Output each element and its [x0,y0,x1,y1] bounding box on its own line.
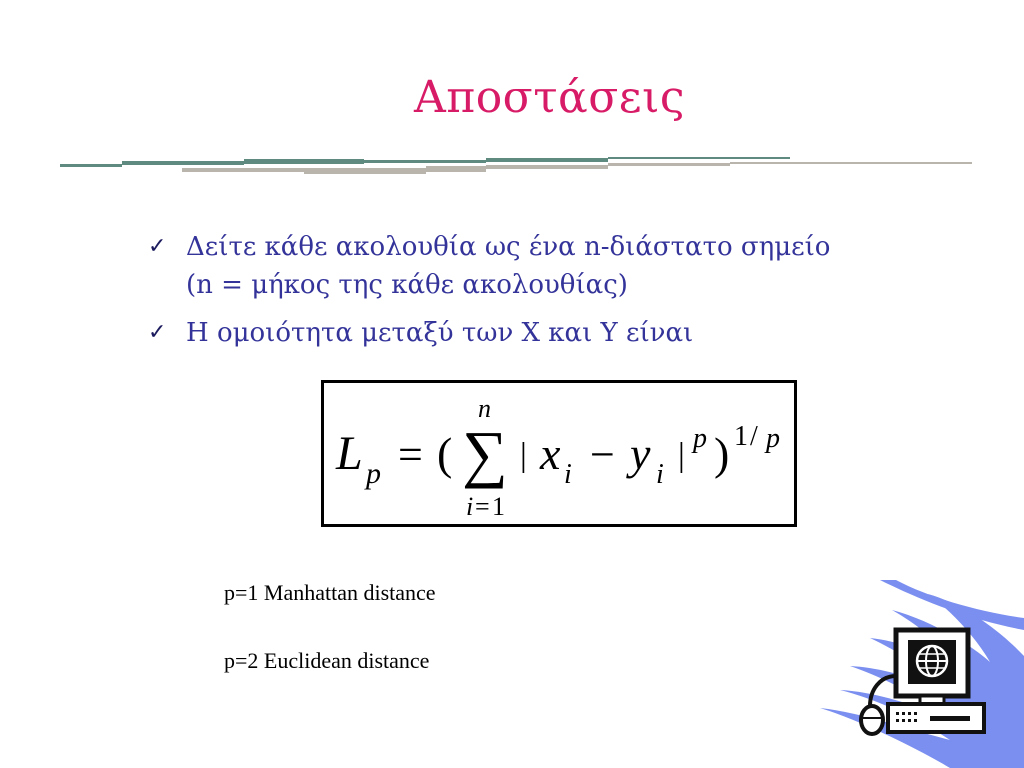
formula-sum-upper: n [478,394,491,423]
formula-y-subscript: i [656,459,664,490]
formula-box [321,380,797,527]
formula-sum-lower-val: 1 [492,492,505,521]
computer-globe-icon [800,580,1024,768]
formula-y-var: y [630,428,651,479]
formula-minus: − [590,430,615,479]
formula-lhs-symbol: L [336,427,363,480]
keyboard-base [888,704,984,732]
bullet-list [148,228,978,362]
bullet-text: Δείτε κάθε ακολουθία ως ένα n-διάστατο σημείο [186,232,831,262]
title-divider [0,150,1024,180]
formula-bar-left: | [520,437,527,474]
formula-outer-exponent-slash: / [750,421,758,452]
monitor [896,630,968,704]
note-manhattan: p=1 Manhattan distance [224,580,436,605]
note-euclidean: p=2 Euclidean distance [224,648,430,673]
bullet-text-continuation: (n = μήκος της κάθε ακολουθίας) [186,270,628,300]
formula-lhs-subscript: p [366,457,381,490]
bullet-text: Η ομοιότητα μεταξύ των X και Y είναι [186,318,694,348]
bullet-item [148,314,978,352]
checkmark-icon: ✓ [148,320,167,345]
formula-x-subscript: i [564,459,572,490]
bullet-item [148,228,978,304]
formula-sum-lower-var: i [466,492,474,521]
formula-x-var: x [540,428,561,479]
formula-bar-right: | [678,437,685,474]
formula-inner-exponent: p [693,423,707,454]
formula-sum-symbol: ∑ [462,418,508,489]
slide-title: Αποστάσεις [414,72,685,123]
checkmark-icon: ✓ [148,234,167,259]
formula-equals: = [398,430,423,479]
formula-outer-exponent-p: p [766,423,780,454]
formula-outer-exponent-num: 1 [734,421,748,452]
formula-close-paren: ) [714,428,730,479]
minkowski-formula [324,383,794,524]
formula-open-paren: ( [437,428,453,479]
formula-sum-lower-eq: = [475,492,490,521]
